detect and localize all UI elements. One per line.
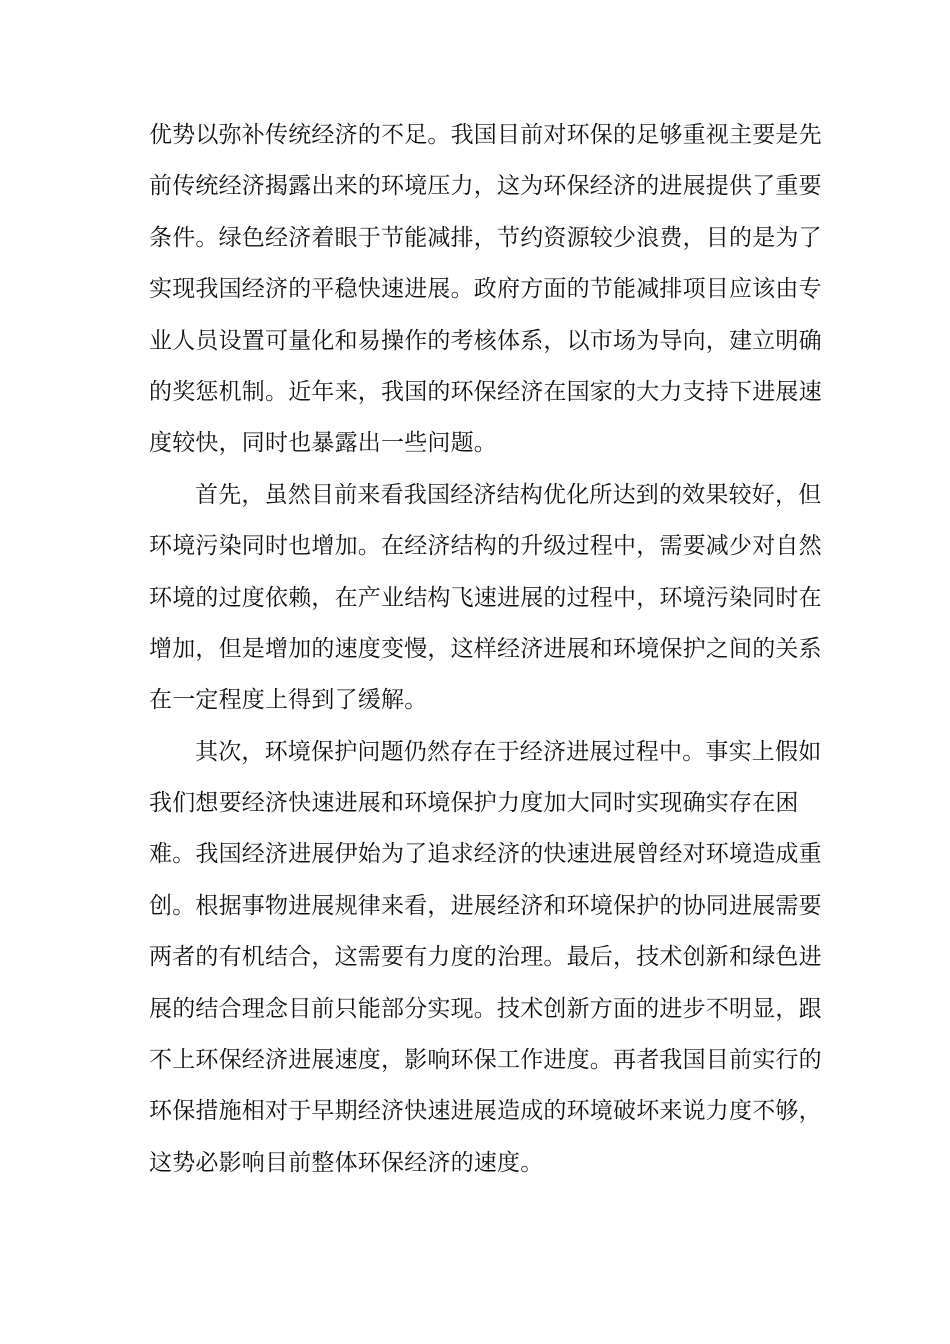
text-line: 增加，但是增加的速度变慢，这样经济进展和环境保护之间的关系 xyxy=(149,635,822,662)
text-line: 这势必影响目前整体环保经济的速度。 xyxy=(149,1149,544,1176)
text-line: 的奖惩机制。近年来，我国的环保经济在国家的大力支持下进展速 xyxy=(149,378,822,405)
text-line: 首先，虽然目前来看我国经济结构优化所达到的效果较好，但 xyxy=(195,481,822,508)
text-line: 两者的有机结合，这需要有力度的治理。最后，技术创新和绿色进 xyxy=(149,944,822,971)
text-line: 环境污染同时也增加。在经济结构的升级过程中，需要减少对自然 xyxy=(149,533,822,560)
body-text xyxy=(149,110,822,1189)
text-line: 优势以弥补传统经济的不足。我国目前对环保的足够重视主要是先 xyxy=(149,122,822,148)
text-line: 难。我国经济进展伊始为了追求经济的快速进展曾经对环境造成重 xyxy=(149,841,822,868)
text-line: 度较快，同时也暴露出一些问题。 xyxy=(149,430,497,457)
text-line: 条件。绿色经济着眼于节能减排，节约资源较少浪费，目的是为了 xyxy=(149,224,822,251)
text-line: 我们想要经济快速进展和环境保护力度加大同时实现确实存在困 xyxy=(149,790,799,817)
paragraph-1 xyxy=(149,110,822,470)
text-line: 实现我国经济的平稳快速进展。政府方面的节能减排项目应该由专 xyxy=(149,276,822,303)
text-line: 业人员设置可量化和易操作的考核体系，以市场为导向，建立明确 xyxy=(149,327,822,354)
paragraph-2 xyxy=(149,470,822,727)
text-line: 环保措施相对于早期经济快速进展造成的环境破坏来说力度不够， xyxy=(149,1098,822,1125)
text-line: 不上环保经济进展速度，影响环保工作进度。再者我国目前实行的 xyxy=(149,1047,822,1074)
text-line: 前传统经济揭露出来的环境压力，这为环保经济的进展提供了重要 xyxy=(149,173,822,200)
text-line: 展的结合理念目前只能部分实现。技术创新方面的进步不明显，跟 xyxy=(149,995,822,1022)
text-line: 创。根据事物进展规律来看，进展经济和环境保护的协同进展需要 xyxy=(149,892,822,919)
text-line: 环境的过度依赖，在产业结构飞速进展的过程中，环境污染同时在 xyxy=(149,584,822,611)
text-line: 在一定程度上得到了缓解。 xyxy=(149,687,428,714)
text-line: 其次，环境保护问题仍然存在于经济进展过程中。事实上假如 xyxy=(195,738,822,765)
paragraph-3 xyxy=(149,727,822,1190)
